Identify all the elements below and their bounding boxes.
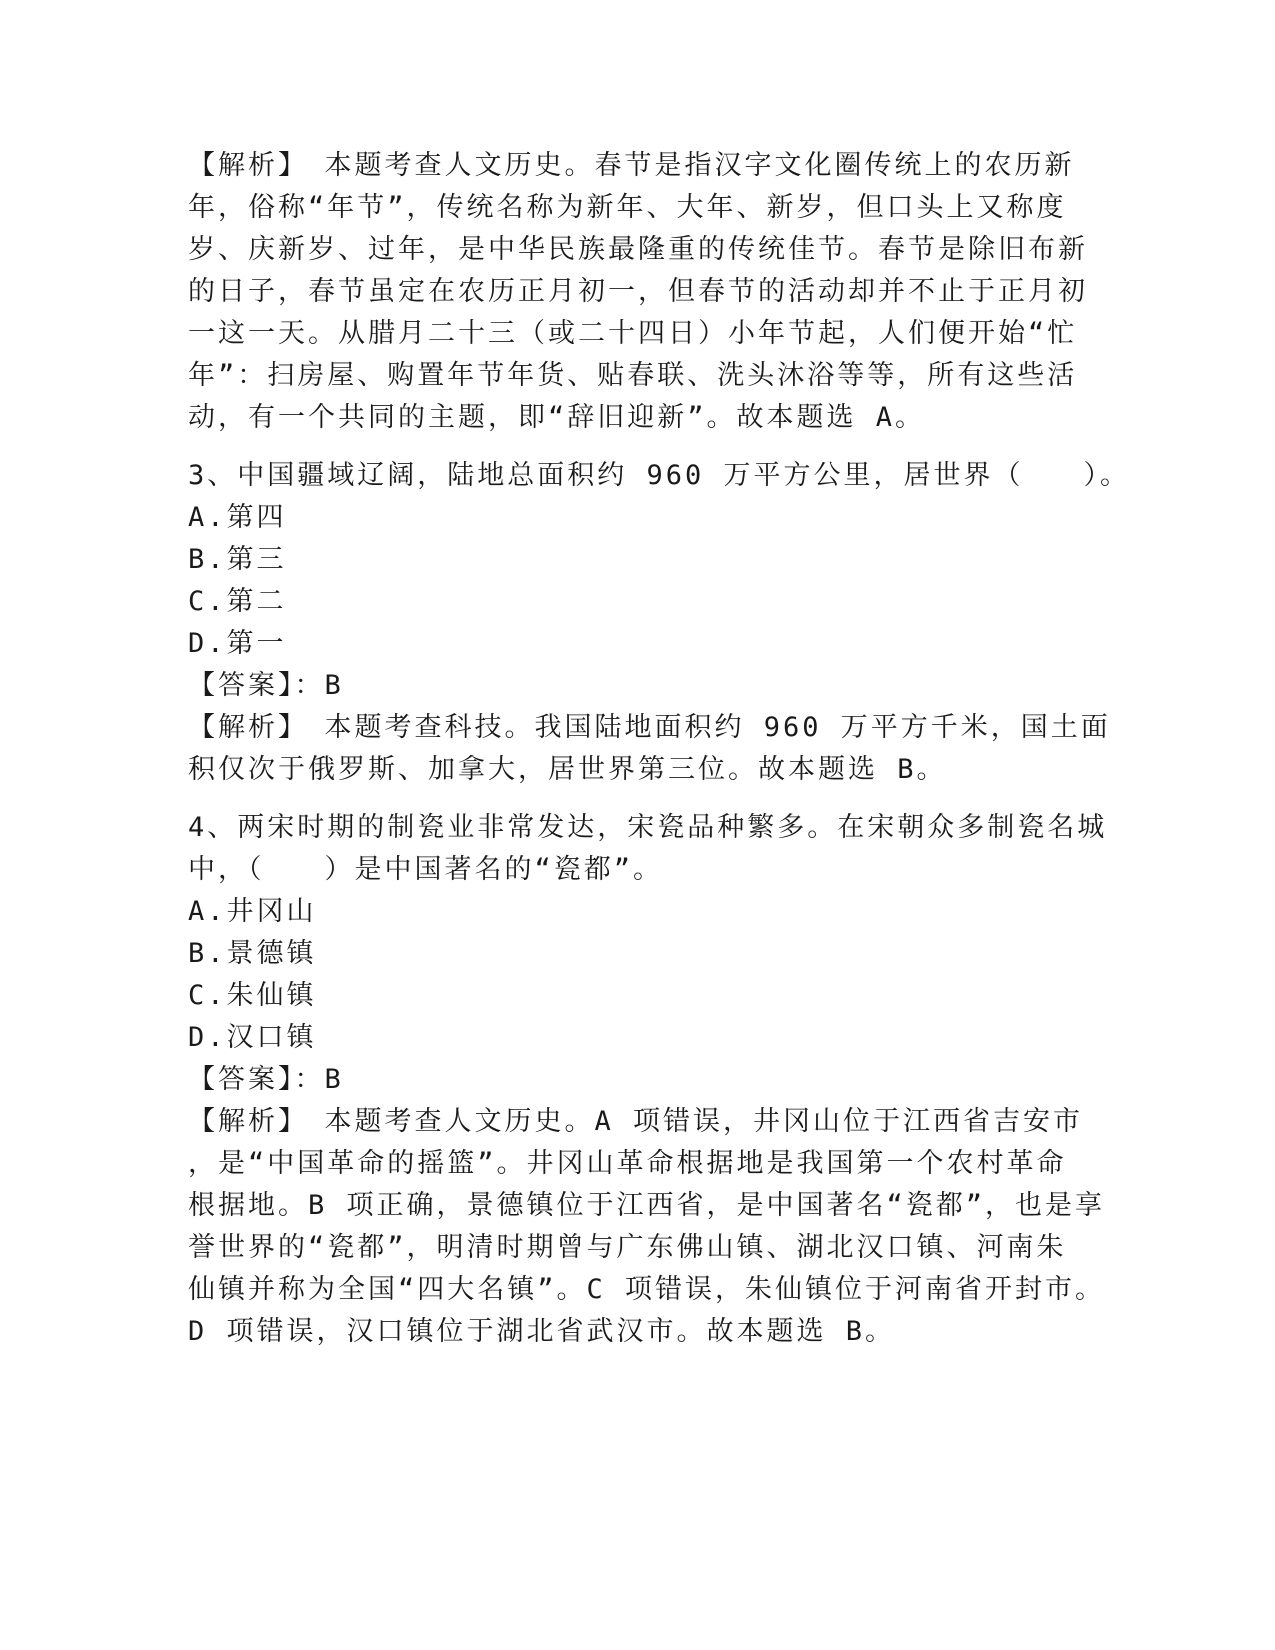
option-c: C.朱仙镇 <box>188 980 317 1011</box>
answer: 【答案】：B <box>188 1064 344 1095</box>
question-4 <box>188 807 1108 1353</box>
analysis-line: ，是“中国革命的摇篮”。井冈山革命根据地是我国第一个农村革命 <box>188 1148 1067 1179</box>
analysis-line: 【解析】 本题考查人文历史。A 项错误，井冈山位于江西省吉安市 <box>188 1106 1084 1137</box>
question-3 <box>188 455 1131 791</box>
intro-analysis <box>188 145 1088 439</box>
option-d: D.第一 <box>188 628 287 659</box>
analysis-line: 岁、庆新岁、过年，是中华民族最隆重的传统佳节。春节是除旧布新 <box>188 234 1088 265</box>
analysis-line: 誉世界的“瓷都”，明清时期曾与广东佛山镇、湖北汉口镇、河南朱 <box>188 1232 1067 1263</box>
option-a: A.第四 <box>188 502 287 533</box>
analysis-line: 年，俗称“年节”，传统名称为新年、大年、新岁，但口头上又称度 <box>188 192 1067 223</box>
document-page <box>188 145 1131 1353</box>
analysis-line: 年”：扫房屋、购置年节年货、贴春联、洗头沐浴等等，所有这些活 <box>188 360 1078 391</box>
option-b: B.景德镇 <box>188 938 317 969</box>
analysis-line: 【解析】 本题考查人文历史。春节是指汉字文化圈传统上的农历新 <box>188 150 1075 181</box>
question-stem: 中，（ ）是中国著名的“瓷都”。 <box>188 854 664 885</box>
analysis-line: 动，有一个共同的主题，即“辞旧迎新”。故本题选 A。 <box>188 402 926 433</box>
option-c: C.第二 <box>188 586 287 617</box>
question-stem: 3、中国疆域辽阔，陆地总面积约 960 万平方公里，居世界（ ）。 <box>188 460 1131 491</box>
option-a: A.井冈山 <box>188 896 317 927</box>
option-b: B.第三 <box>188 544 287 575</box>
analysis-line: 根据地。B 项正确，景德镇位于江西省，是中国著名“瓷都”，也是享 <box>188 1190 1106 1221</box>
analysis-line: 一这一天。从腊月二十三（或二十四日）小年节起，人们便开始“忙 <box>188 318 1078 349</box>
analysis-line: 【解析】 本题考查科技。我国陆地面积约 960 万平方千米，国土面 <box>188 712 1111 743</box>
analysis-line: 的日子，春节虽定在农历正月初一，但春节的活动却并不止于正月初 <box>188 276 1088 307</box>
question-stem: 4、两宋时期的制瓷业非常发达，宋瓷品种繁多。在宋朝众多制瓷名城 <box>188 812 1108 843</box>
analysis-line: D 项错误，汉口镇位于湖北省武汉市。故本题选 B。 <box>188 1316 896 1347</box>
answer: 【答案】：B <box>188 670 344 701</box>
option-d: D.汉口镇 <box>188 1022 317 1053</box>
analysis-line: 仙镇并称为全国“四大名镇”。C 项错误，朱仙镇位于河南省开封市。 <box>188 1274 1106 1305</box>
analysis-line: 积仅次于俄罗斯、加拿大，居世界第三位。故本题选 B。 <box>188 754 947 785</box>
